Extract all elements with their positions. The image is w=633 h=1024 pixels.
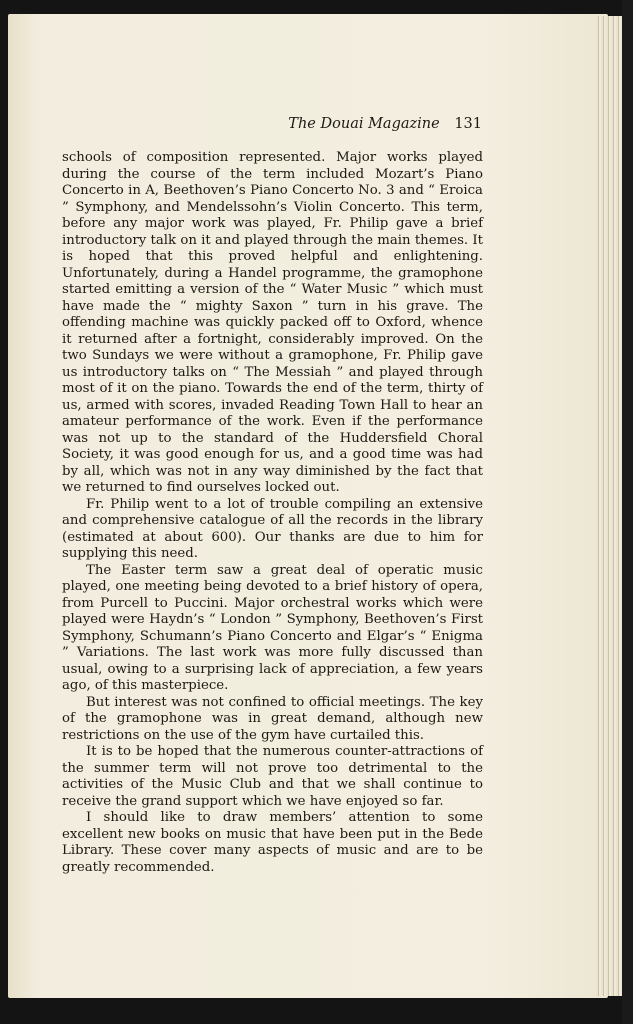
paragraph: Fr. Philip went to a lot of trouble compiling an extensive and comprehensive catalogue of all the records in the library (estimated at about 600). Our thanks are due to him for supplying this need. [62,496,483,561]
magazine-title: The Douai Magazine [288,116,440,132]
page-edges [596,16,622,996]
scan-border [622,0,633,1024]
paragraph: It is to be hoped that the numerous counter-attractions of the summer term will not prove too detrimental to the activities of the Music Club and that we shall continue to receive the grand support which we have enjoyed so far. [62,744,483,809]
paragraph: But interest was not confined to official meetings. The key of the gramophone was in great demand, although new restrictions on the use of the gym have curtailed this. [62,694,483,743]
paragraph: I should like to draw members’ attention to some excellent new books on music that have been put in the Bede Library. These cover many aspects of music and are to be greatly recommended. [62,810,483,875]
paragraph: The Easter term saw a great deal of operatic music played, one meeting being devoted to a brief history of opera, from Purcell to Puccini. Major orchestral works which were played were Haydn’s “ London ” Symphony, Beethoven’s First Symphony, Schumann’s Piano Concerto and Elgar’s “ Enigma ” Variations. The last work was more fully discussed than usual, owing to a surprising lack of appreciation, a few years ago, of this masterpiece. [62,562,483,693]
paragraph: schools of composition represented. Major works played during the course of the term included Mozart’s Piano Concerto in A, Beethoven’s Piano Concerto No. 3 and “ Eroica ” Symphony, and Mendelssohn’s Violin Concerto. This term, before any major work was played, Fr. Philip gave a brief introductory talk on it and played through the main themes. It is hoped that this proved helpful and enlightening. Unfortunately, during a Handel programme, the gramophone started emitting a version of the “ Water Music ” which must have made the “ mighty Saxon ” turn in his grave. The offending machine was quickly packed off to Oxford, whence it returned after a fortnight, considerably improved. On the two Sundays we were without a gramophone, Fr. Philip gave us introductory talks on “ The Messiah ” and played through most of it on the piano. Towards the end of the term, thirty of us, armed with scores, invaded Reading Town Hall to hear an amateur performance of the work. Even if the performance was not up to the standard of the Huddersfield Choral Society, it was good enough for us, and a good time was had by all, which was not in any way diminished by the fact that we returned to find ourselves locked out. [62,150,483,495]
running-header [60,116,482,132]
article-body [62,150,483,876]
page-number: 131 [454,116,482,132]
